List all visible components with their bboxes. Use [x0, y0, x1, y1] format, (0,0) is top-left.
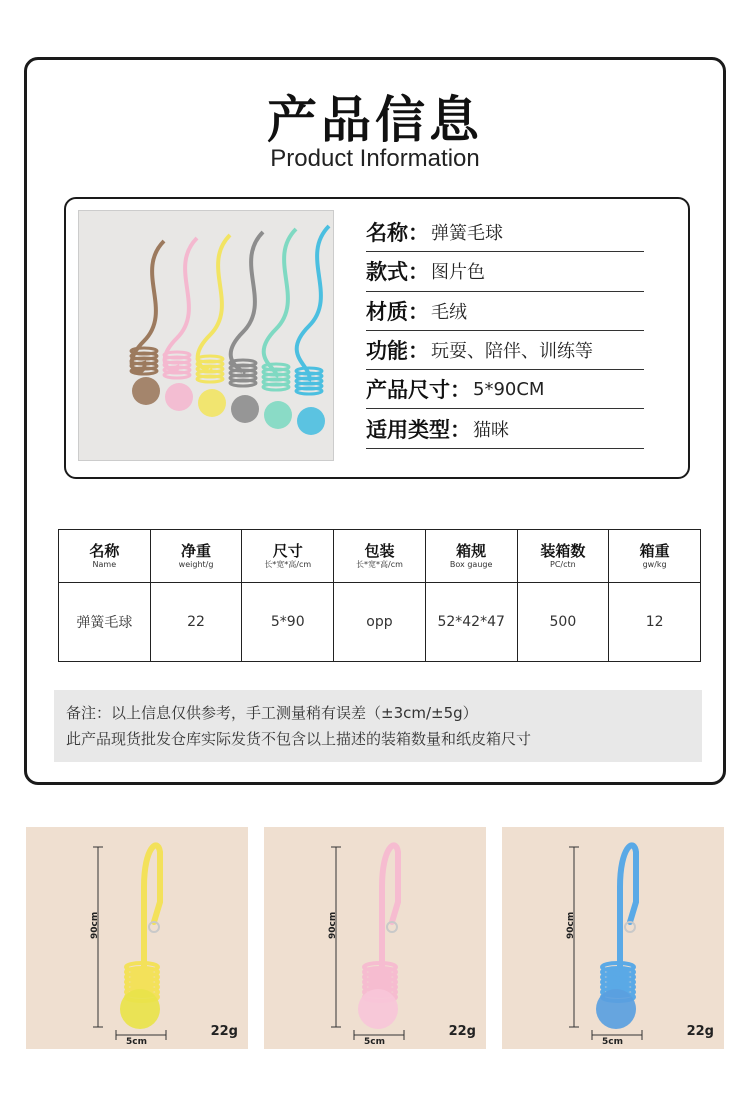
- page-subtitle: Product Information: [270, 145, 480, 172]
- weight-label: 22g: [210, 1024, 238, 1039]
- table-cell: 52*42*47: [425, 583, 517, 662]
- toy-pompom-ball: [358, 989, 398, 1029]
- gallery-photo-yellow: [26, 827, 248, 1049]
- spec-value: 玩耍、陪伴、训练等: [431, 341, 593, 363]
- spec-row-function: [366, 331, 644, 370]
- gallery-photo-pink: [264, 827, 486, 1049]
- table-header-cell: 箱规 Box gauge: [425, 530, 517, 583]
- table-row: [59, 583, 701, 662]
- toy-pompom-ball: [198, 389, 226, 417]
- table-cell: 12: [609, 583, 701, 662]
- toy-strap: [144, 845, 160, 967]
- gallery-photo-blue: [502, 827, 724, 1049]
- table-header-cell: 尺寸 长*宽*高/cm: [242, 530, 334, 583]
- spec-card: [64, 197, 690, 479]
- table-cell: 5*90: [242, 583, 334, 662]
- spec-label: 适用类型：: [366, 417, 471, 442]
- toy-illustration: [264, 827, 486, 1049]
- table-cell: 500: [517, 583, 609, 662]
- spec-value: 弹簧毛球: [431, 223, 503, 245]
- spec-value: 猫咪: [473, 419, 509, 441]
- spec-row-size: [366, 370, 644, 409]
- note-line: 备注：以上信息仅供参考，手工测量稍有误差（±3cm/±5g）: [66, 704, 478, 722]
- width-label: 5cm: [602, 1037, 623, 1047]
- page-title: 产品信息: [267, 91, 483, 149]
- spec-row-type: [366, 409, 644, 448]
- spec-row-name: [366, 213, 644, 252]
- spec-label: 功能：: [366, 339, 429, 364]
- note-box: [54, 690, 702, 762]
- spec-label: 产品尺寸：: [366, 378, 471, 403]
- table-header-cell: 装箱数 PC/ctn: [517, 530, 609, 583]
- table-cell: 弹簧毛球: [59, 583, 151, 662]
- packing-table: [58, 529, 701, 662]
- weight-label: 22g: [448, 1024, 476, 1039]
- toy-strap: [382, 845, 398, 967]
- spec-row-material: [366, 292, 644, 331]
- toy-pompom-ball: [231, 395, 259, 423]
- toy-pompom-ball: [297, 407, 325, 435]
- length-label: 90cm: [90, 911, 100, 939]
- toy-illustration: [502, 827, 724, 1049]
- spec-list: [366, 213, 644, 449]
- toy-strap: [620, 845, 636, 967]
- toy-pompom-ball: [165, 383, 193, 411]
- spec-label: 材质：: [366, 299, 429, 324]
- spec-label: 款式：: [366, 260, 429, 285]
- table-header-cell: 净重 weight/g: [150, 530, 242, 583]
- toy-pompom-ball: [120, 989, 160, 1029]
- length-label: 90cm: [566, 911, 576, 939]
- table-header-row: [59, 530, 701, 583]
- spec-value: 5*90CM: [473, 378, 545, 400]
- toy-pompom-ball: [264, 401, 292, 429]
- toy-pompom-ball: [132, 377, 160, 405]
- table-header-cell: 名称 Name: [59, 530, 151, 583]
- length-label: 90cm: [328, 911, 338, 939]
- spec-value: 毛绒: [431, 301, 467, 323]
- spec-value: 图片色: [431, 262, 485, 284]
- product-info-card: [24, 57, 726, 785]
- note-line: 此产品现货批发仓库实际发货不包含以上描述的装箱数量和纸皮箱尺寸: [66, 730, 532, 748]
- table-header-cell: 包装 长*宽*高/cm: [334, 530, 426, 583]
- table-cell: opp: [334, 583, 426, 662]
- weight-label: 22g: [686, 1024, 714, 1039]
- width-label: 5cm: [364, 1037, 385, 1047]
- table-cell: 22: [150, 583, 242, 662]
- spec-row-style: [366, 252, 644, 291]
- spec-label: 名称：: [366, 221, 429, 246]
- toy-illustration: [26, 827, 248, 1049]
- width-label: 5cm: [126, 1037, 147, 1047]
- table-header-cell: 箱重 gw/kg: [609, 530, 701, 583]
- toy-pompom-ball: [596, 989, 636, 1029]
- product-photo: [78, 210, 334, 461]
- product-photo-illustration: [79, 211, 334, 461]
